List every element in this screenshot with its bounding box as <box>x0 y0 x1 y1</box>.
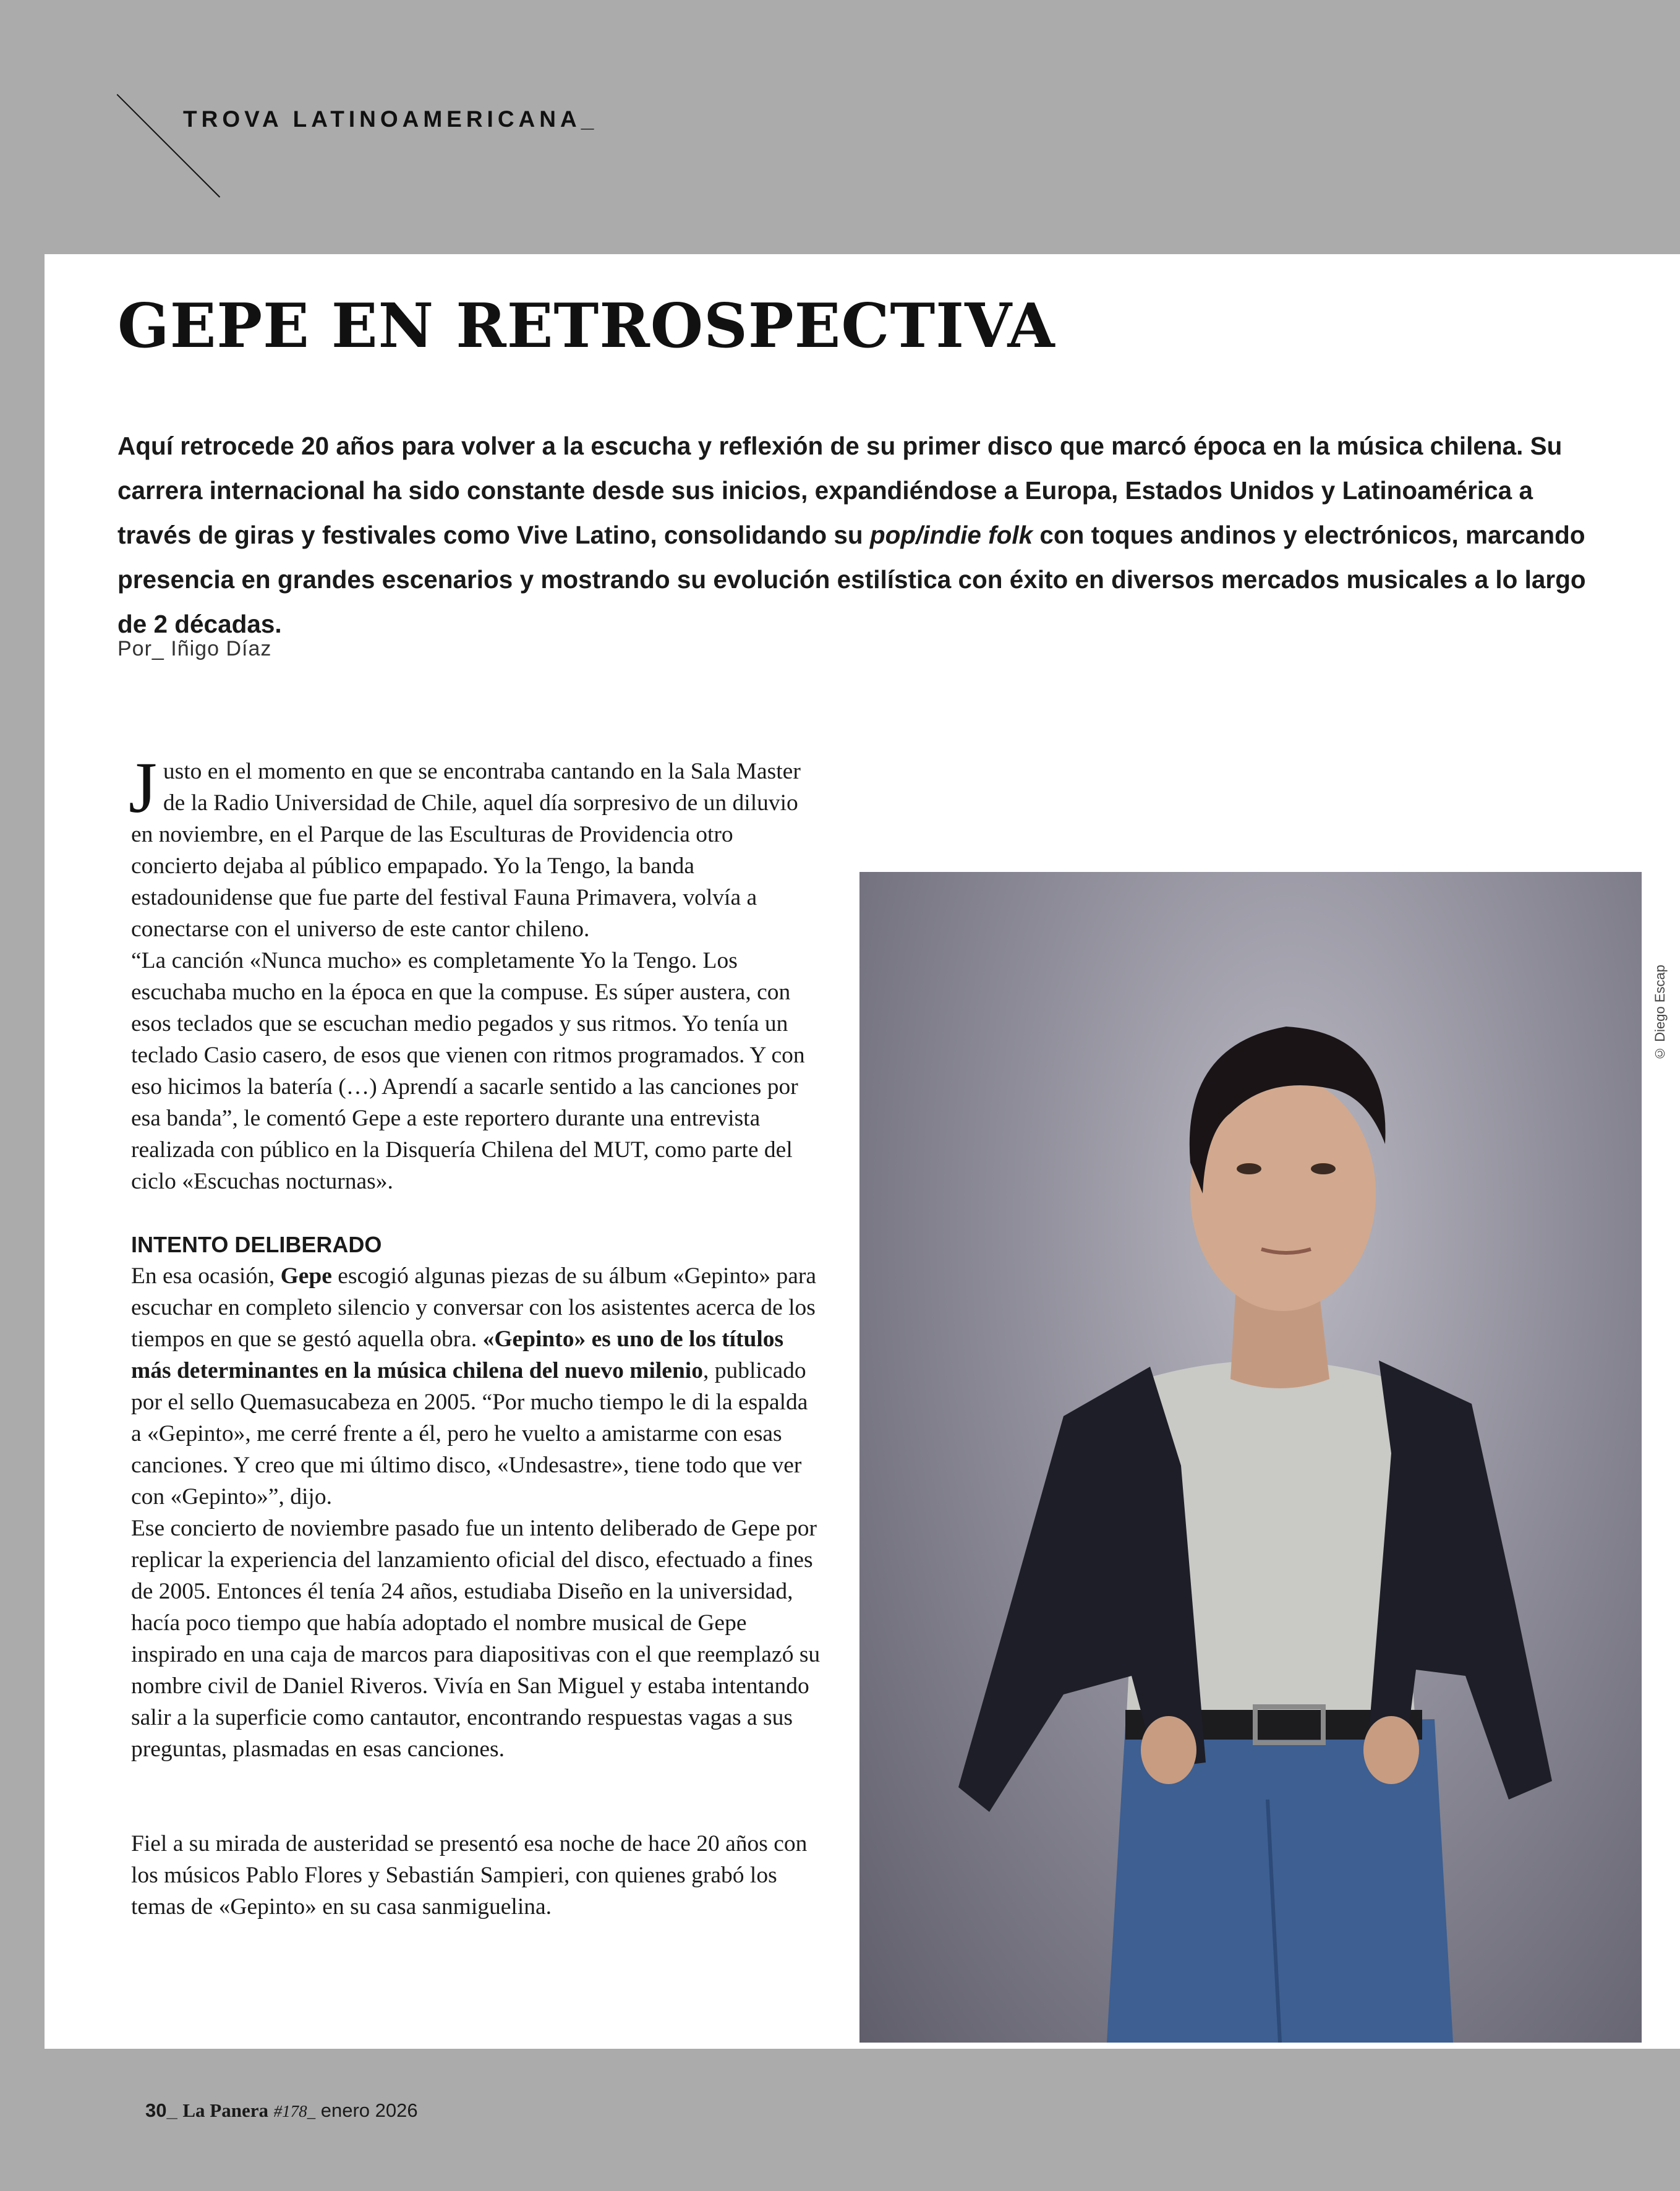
page-footer <box>145 2099 418 2122</box>
body-paragraph-3-part-a: En esa ocasión, <box>131 1263 281 1289</box>
drop-cap: J <box>129 747 157 828</box>
page-number: 30_ <box>145 2099 177 2121</box>
section-header <box>0 0 1680 254</box>
body-paragraph-4: Ese concierto de noviembre pasado fue un intento deliberado de Gepe por replicar la experiencia del lanzamiento oficial del disco, efectuado a fines de 2005. Entonces él tenía 24 años, estudiaba Diseño en la universidad, hacía poco tiempo que había adoptado el nombre musical de Gepe inspirado en una caja de marcos para diapositivas con el que reemplazó su nombre civil de Daniel Riveros. Vivía en San Miguel y estaba intentando salir a la superficie como cantautor, encontrando respuestas vagas a sus preguntas, plasmadas en esas canciones. <box>131 1516 821 1762</box>
paragraph-gap <box>131 1197 821 1229</box>
magazine-name: La Panera <box>182 2099 268 2121</box>
article-lead <box>117 424 1595 646</box>
body-paragraph-3-bold-statement: «Gepinto» es uno de los títulos más determinantes en la música chilena del nuevo milenio <box>131 1326 784 1383</box>
body-paragraph-3-part-e: , publicado por el sello Quemasucabeza en 2005. “Por mucho tiempo le di la espalda a «Gepinto», me cerré frente a él, pero he vuelto a amistarme con esas canciones. Y creo que mi último disco, «Undesastre», tiene todo que ver con «Gepinto»”, dijo. <box>131 1358 808 1510</box>
body-paragraph-1 <box>129 747 821 945</box>
body-paragraph-3-bold-name: Gepe <box>280 1263 332 1289</box>
body-paragraph-3-part-c: escogió algunas piezas de su álbum «Gepinto» para escuchar en completo silencio y conversar con los asistentes acerca de los tiempos en que se gestó aquella obra. <box>131 1263 817 1352</box>
portrait-illustration <box>859 872 1642 2043</box>
article-body <box>129 747 821 1923</box>
body-paragraph-1-text: usto en el momento en que se encontraba cantando en la Sala Master de la Radio Universidad de Chile, aquel día sorpresivo de un diluvio en noviembre, en el Parque de las Esculturas de Providencia otro concierto dejaba al público empapado. Yo la Tengo, la banda estadounidense que fue parte del festival Fauna Primavera, volvía a conectarse con el universo de este cantor chileno. <box>131 759 801 942</box>
issue-number: #178_ <box>273 2102 316 2121</box>
lead-text-start: Aquí retrocede 20 años para volver a la escucha y reflexión de su primer disco que marcó época en la música chilena. Su carrera internacional ha sido constante desde sus inicios, expandiéndose a Europa, Estados Unidos y Latinoamérica a través de giras y festivales como Vive Latino, consolidando su <box>117 432 1563 549</box>
paragraph-gap-large <box>131 1765 821 1828</box>
body-paragraph-5: Fiel a su mirada de austeridad se presentó esa noche de hace 20 años con los músicos Pablo Flores y Sebastián Sampieri, con quienes grabó los temas de «Gepinto» en su casa sanmiguelina. <box>131 1831 808 1920</box>
byline: Por_ Iñigo Díaz <box>117 637 272 660</box>
body-paragraph-2: “La canción «Nunca mucho» es completamente Yo la Tengo. Los escuchaba mucho en la época en que la compuse. Es súper austera, con esos teclados que se escuchan medio pegados y sus ritmos. Yo tenía un teclado Casio casero, de esos que vienen con ritmos programados. Y con eso hicimos la batería (…) Aprendí a sacarle sentido a las canciones por esa banda”, le comentó Gepe a este reportero durante una entrevista realizada con público en la Disquería Chilena del MUT, como parte del ciclo «Escuchas nocturnas». <box>131 948 805 1194</box>
issue-date: enero 2026 <box>320 2099 418 2121</box>
lead-text-end: con toques andinos y electrónicos, marcando presencia en grandes escenarios y mostrando su evolución estilística con éxito en diversos mercados musicales a lo largo de 2 décadas. <box>117 521 1586 638</box>
body-paragraph-3 <box>131 1260 821 1513</box>
section-label: TROVA LATINOAMERICANA_ <box>183 106 599 132</box>
photo-credit: © Diego Escap <box>1652 965 1668 1061</box>
lead-emphasis: pop/indie folk <box>869 521 1033 549</box>
section-subhead: INTENTO DELIBERADO <box>131 1232 382 1257</box>
article-title: GEPE EN RETROSPECTIVA <box>117 291 1055 362</box>
portrait-photo <box>859 872 1642 2043</box>
